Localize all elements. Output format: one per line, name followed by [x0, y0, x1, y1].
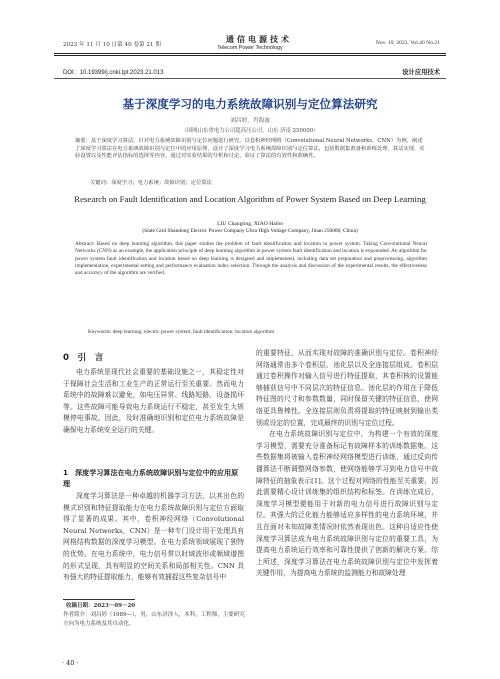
header-rule-thin — [54, 55, 446, 56]
keywords-en: Keywords: deep learning; electric power system; fault identification; location algorithm — [88, 329, 275, 335]
section-1-heading: 1 深度学习算法在电力系统故障识别与定位中的应用原理 — [63, 468, 239, 488]
section-0-body — [63, 367, 244, 437]
doi-rule — [54, 78, 446, 79]
issue-info: 2023 年 11 月 10 日第 40 卷第 21 期 — [63, 42, 161, 48]
issue-info-en: Nov. 10, 2023, Vol.40 No.21 — [375, 40, 440, 46]
section-1-paragraph-2: 在电力系统故障识别与定位中，为构建一个有效的深度学习模型，需要充分准备标记有故障样本的训练数据集。这些数据集将被输入卷积神经网络模型进行训练，通过反向传播算法不断调整网络参数，使网络能够学习到电力信号中故障特征的抽象表示[1]。这个过程对网络的性能至关重要，因此需要精心设计训练集的组织结构和标签。在训练完成后，深度学习模型便能用于对新的电力信号进行故障识别与定位。其强大的泛化能力能够适应多样性的电力系统环境，并且在面对未知故障类情况时依然表现出色。这种自适应性使深度学习算法成为电力系统故障识别与定位的重要工具，为提高电力系统运行效率和可靠性提供了创新的解决方案。综上所述，深度学习算法在电力系统故障识别与定位中发挥着关键作用，为提高电力系统的监测能力和故障处理 — [256, 430, 438, 578]
keywords-cn: 关键词：深度学习；电力系统；故障识别；定位算法 — [90, 180, 212, 186]
section-1-continued: 的重要特征，从而实现对故障的准确识别与定位。卷积神经网络通常由多个卷积层、池化层以及全连接层组成。卷积层通过卷积操作对输入信号进行特征提取，其卷积核的设置能够捕获信号中不同层次的特征信息。池化层的作用在于降低特征图的尺寸和参数数量，同时保留关键的特征信息，使网络更具鲁棒性。全连接层则负责将提取的特征映射到输出类别或设定的位置，完成最终的识别与定位过程。 — [256, 349, 438, 427]
author-bio: 作者简介：刘昌婷（1989—），男，山东济泽人，本科，工程师，主要研究方向为电力系统及其自动化。 — [63, 612, 245, 627]
section-0-paragraph: 电力系统是现代社会重要的基础设施之一，其稳定性对于保障社会生活和工业生产的正常运行至关重要。然而电力系统中的故障难以避免，如电压异常、线路短路、设备损坏等。这些故障可能导致电力系统运行不稳定，甚至发生大规模停电事故。因此，及时准确地识别和定位电力系统故障是确保电力系统安全运行的关键。 — [63, 368, 244, 434]
section-1-body — [63, 491, 244, 595]
authors-en: LIU Changting, XIAO Haibo — [217, 221, 283, 227]
abstract-cn: 摘要：基于深度学习算法，针对电力系统故障识别与定位问题进行研究。以卷积神经网络（Convolutional Neural Networks，CNN）为例，阐述了深度学习算法在电力系统故障识别与定位中的应用原理，设计了深度学习电力系统故障识别与定位算法，包括数据集准备和训练处理、算法实现、实验设置以及性能评估指标的选择等内容。通过对实验结果的分析和讨论，验证了算法的有效性和准确性。 — [75, 138, 425, 159]
section-1-paragraph: 深度学习算法是一种卓越的机器学习方法，以其出色的模式识别和特征提取能力在电力系统故障识别与定位方面取得了显著的成果。其中，卷积神经网络（Convolutional Neural Networks，CNN）是一种专门设计用于处理具有网格结构数据的深度学习模型。在电力系统领域展现了独特的优势。在电力系统中，电力信号常以时域波形或频域谱图的形式呈现，具有明显的空间关系和局部相关性。CNN 具有强大的特征提取能力，能够有效捕捉这些复杂信号中 — [63, 492, 244, 582]
right-column — [256, 348, 438, 678]
header-rule — [54, 53, 446, 54]
category-label: 设计应用技术 — [402, 69, 440, 76]
paper-title-en: Research on Fault Identification and Location Algorithm of Power System Based on Deep Learning — [74, 194, 426, 204]
received-date: 收稿日期：2023－09－20 — [66, 603, 136, 609]
affiliation-cn: （国网山东省电力公司超高压公司，山东 济南 250000） — [181, 128, 319, 134]
page-number: · 40 · — [62, 659, 79, 667]
paper-title-cn: 基于深度学习的电力系统故障识别与定位算法研究 — [122, 97, 378, 111]
section-0-heading: 0 引 言 — [63, 353, 104, 363]
affiliation-en: (State Grid Shandong Electric Power Company Ultra High Voltage Company, Jinan 250000, China) — [142, 228, 358, 234]
authors-cn: 刘昌婷，肖海波 — [230, 118, 270, 124]
journal-title-en: Telecom Power Technology — [217, 45, 283, 51]
footnote-rule — [63, 599, 135, 600]
journal-title-cn: 通信电源技术 — [226, 34, 292, 44]
doi: DOI：10.19399/j.cnki.tpt.2023.21.013 — [63, 70, 164, 76]
abstract-en: Abstract: Based on deep learning algorithm, this paper studies the problem of fault identification and location in power system. Taking Convolutional Neural Networks (CNN) as an example, the application principle of deep learning algorithm in power system fault identification and location is expounded. An algorithm for power system fault identification and location based on deep learning is designed and implemented, including data set preparation and preprocessing, algorithm implementation, experimental setting and performance evaluation index selection. Through the analysis and discussion of the experimental results, the effectiveness and accuracy of the algorithm are verified. — [75, 241, 427, 277]
